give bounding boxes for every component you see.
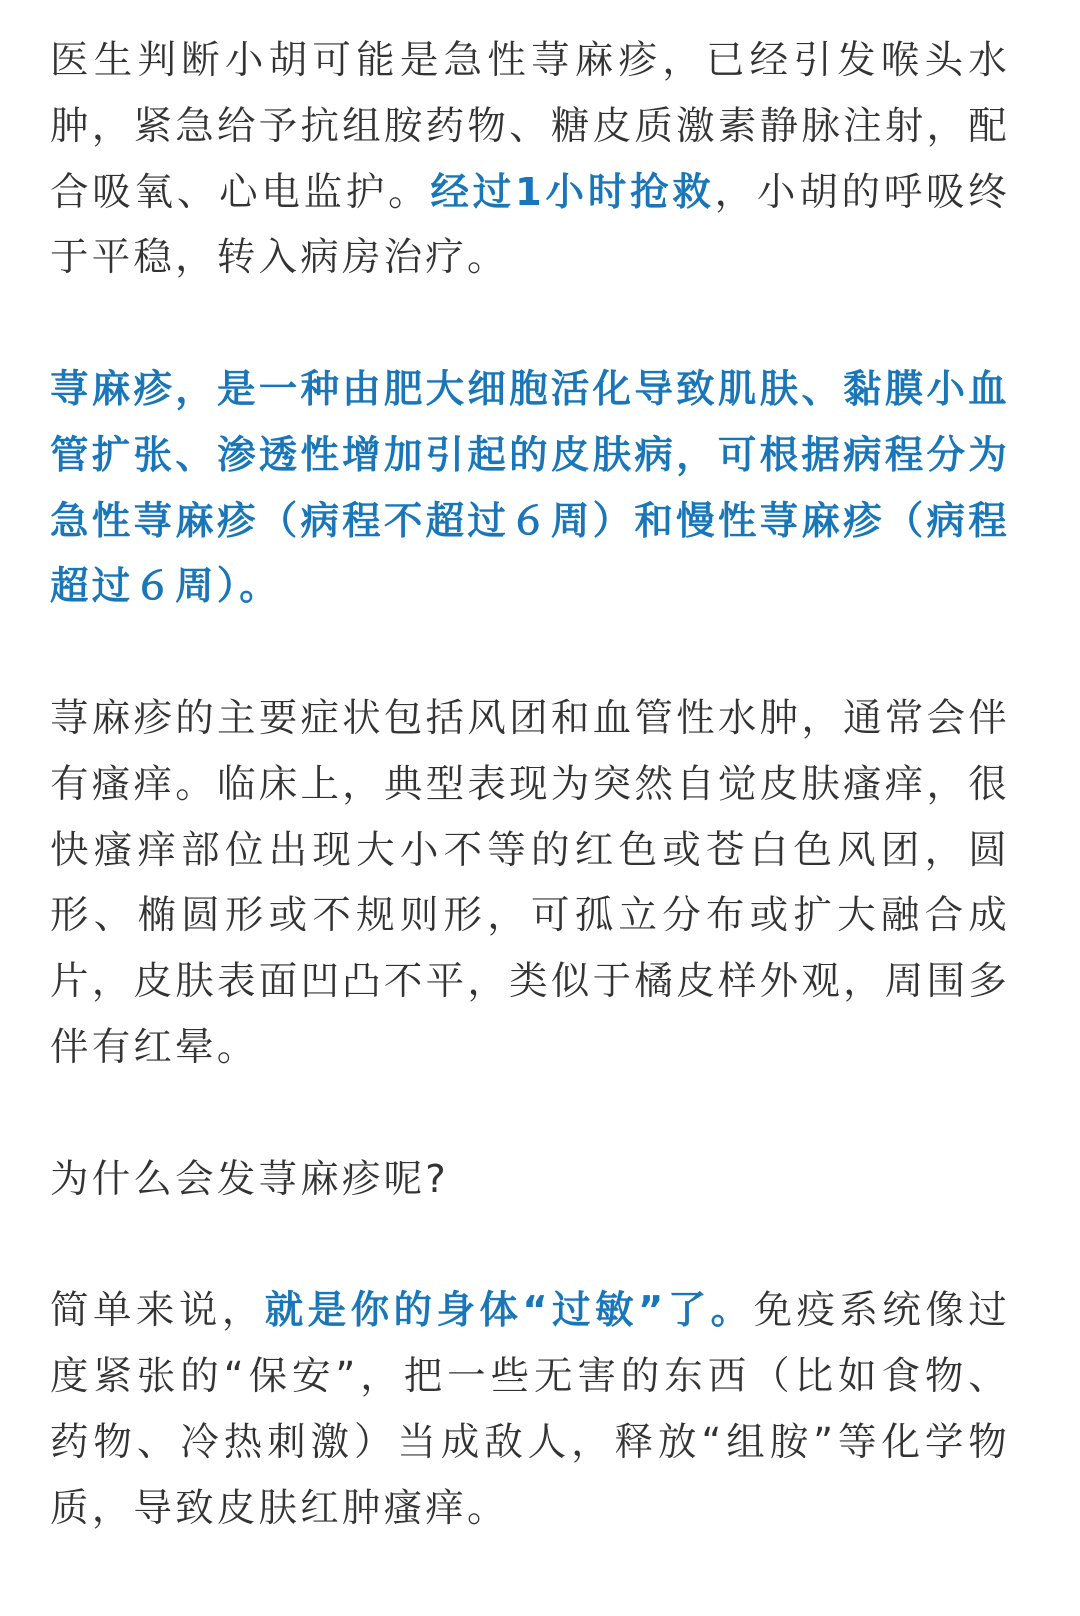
highlighted-text: 经过1小时抢救 (430, 169, 715, 215)
article-body (50, 28, 1010, 1541)
text-segment: 荨麻疹的主要症状包括风团和血管性水肿，通常会伴有瘙痒。临床上，典型表现为突然自觉皮肤瘙痒，很快瘙痒部位出现大小不等的红色或苍白色风团，圆形、椭圆形或不规则形，可孤立分布或扩大融合成片，皮肤表面凹凸不平，类似于橘皮样外观，周围多伴有红晕。 (50, 695, 1010, 1070)
text-segment: 免疫系统像过度紧张的“保安”，把一些无害的东西（比如食物、药物、冷热刺激）当成敌人，释放“组胺”等化学物质，导致皮肤红肿瘙痒。 (50, 1288, 1010, 1531)
highlighted-text: 就是你的身体“过敏”了。 (264, 1288, 754, 1334)
paragraph-symptoms (50, 686, 1010, 1081)
text-segment: ，小胡的呼吸终于平稳，转入病房治疗。 (50, 169, 1010, 281)
paragraph-definition (50, 357, 1010, 620)
highlighted-text: 荨麻疹，是一种由肥大细胞活化导致肌肤、黏膜小血管扩张、渗透性增加引起的皮肤病，可根据病程分为急性荨麻疹（病程不超过６周）和慢性荨麻疹（病程超过６周）。 (50, 366, 1010, 610)
text-segment: 医生判断小胡可能是急性荨麻疹，已经引发喉头水肿，紧急给予抗组胺药物、糖皮质激素静脉注射，配合吸氧、心电监护。 (50, 38, 1010, 215)
text-segment: 简单来说， (50, 1288, 265, 1334)
paragraph-question (50, 1147, 1010, 1213)
paragraph-explanation (50, 1278, 1010, 1541)
text-segment: 为什么会发荨麻疹呢? (50, 1156, 449, 1202)
paragraph-rescue (50, 28, 1010, 291)
